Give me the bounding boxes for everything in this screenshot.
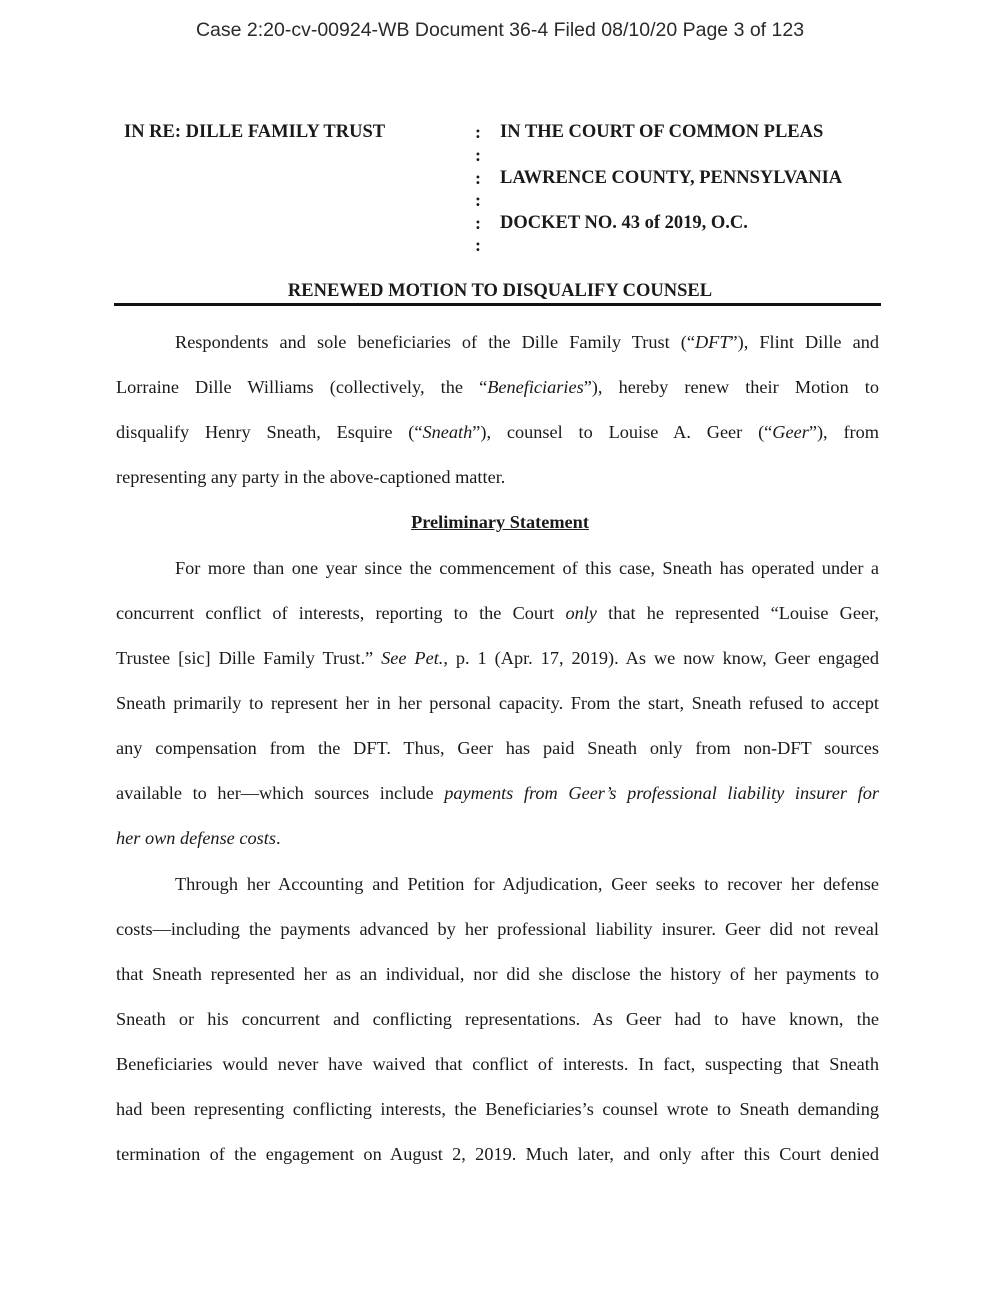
p3-line (116, 918, 879, 940)
italic-text: See Pet. (381, 648, 444, 668)
text-run: costs—including the payments advanced by her professional liability insurer. Geer did not reveal (116, 919, 879, 939)
text-run: that he represented “Louise Geer, (596, 603, 880, 623)
text-run: termination of the engagement on August 2, 2019. Much later, and only after this Court denied (116, 1144, 879, 1164)
text-run: Through her Accounting and Petition for Adjudication, Geer seeks to recover her defense (175, 874, 879, 894)
text-run: ”), Flint Dille and (729, 332, 879, 352)
p2-line (116, 647, 879, 669)
document-header: Case 2:20-cv-00924-WB Document 36-4 Filed 08/10/20 Page 3 of 123 (195, 19, 805, 41)
text-run: Sneath primarily to represent her in her personal capacity. From the start, Sneath refused to accept (116, 693, 879, 713)
caption-colon: : (475, 235, 481, 255)
text-run: disqualify Henry Sneath, Esquire (“ (116, 422, 423, 442)
caption-colon: : (475, 190, 481, 210)
italic-text: only (565, 603, 597, 623)
p3-line (116, 1008, 879, 1030)
p3-line (116, 1098, 879, 1120)
p3-line (116, 1053, 879, 1075)
text-run: For more than one year since the commencement of this case, Sneath has operated under a (175, 558, 879, 578)
italic-text: Sneath (422, 422, 473, 442)
text-run: concurrent conflict of interests, reporting to the Court (116, 603, 566, 623)
text-run: any compensation from the DFT. Thus, Geer has paid Sneath only from non-DFT sources (116, 738, 879, 758)
caption-colon: : (475, 122, 481, 142)
italic-text: Beneficiaries (487, 377, 584, 397)
text-run: ”), from (808, 422, 879, 442)
text-run: Trustee [sic] Dille Family Trust.” (116, 648, 382, 668)
text-run: ”), counsel to Louise A. Geer (“ (472, 422, 773, 442)
title-rule (114, 303, 881, 306)
caption-colon: : (475, 213, 481, 233)
document-title: RENEWED MOTION TO DISQUALIFY COUNSEL (287, 281, 713, 301)
caption-county: LAWRENCE COUNTY, PENNSYLVANIA (500, 168, 843, 188)
caption-colon: : (475, 168, 481, 188)
p2-line (116, 692, 879, 714)
p2-line (116, 737, 879, 759)
italic-text: payments from Geer’s professional liability insurer for (444, 783, 879, 803)
text-run: Beneficiaries would never have waived that conflict of interests. In fact, suspecting that Sneath (116, 1054, 879, 1074)
text-run: Lorraine Dille Williams (collectively, the “ (116, 377, 488, 397)
preliminary-statement-heading: Preliminary Statement (411, 512, 589, 532)
text-run: ”), hereby renew their Motion to (583, 377, 879, 397)
p1-line (116, 376, 879, 398)
text-run: representing any party in the above-captioned matter. (116, 467, 506, 487)
italic-text: DFT (694, 332, 730, 352)
p2-line (116, 602, 879, 624)
caption-case-name: IN RE: DILLE FAMILY TRUST (124, 122, 386, 142)
p3-line (116, 963, 879, 985)
text-run: . (275, 828, 281, 848)
p2-line (175, 557, 879, 579)
italic-text: her own defense costs (116, 828, 276, 848)
text-run: Sneath or his concurrent and conflicting representations. As Geer had to have known, the (116, 1009, 879, 1029)
text-run: available to her—which sources include (116, 783, 445, 803)
italic-text: Geer (772, 422, 809, 442)
p3-line (116, 1143, 879, 1165)
caption-court: IN THE COURT OF COMMON PLEAS (500, 122, 824, 142)
p2-line (116, 827, 879, 849)
text-run: Respondents and sole beneficiaries of the Dille Family Trust (“ (175, 332, 695, 352)
caption-colon: : (475, 145, 481, 165)
text-run: that Sneath represented her as an individual, nor did she disclose the history of her payments to (116, 964, 879, 984)
text-run: , p. 1 (Apr. 17, 2019). As we now know, Geer engaged (443, 648, 879, 668)
p1-line (116, 466, 879, 488)
text-run: had been representing conflicting interests, the Beneficiaries’s counsel wrote to Sneath demanding (116, 1099, 879, 1119)
p1-line (116, 421, 879, 443)
p1-line (175, 331, 879, 353)
p2-line (116, 782, 879, 804)
caption-docket: DOCKET NO. 43 of 2019, O.C. (500, 213, 748, 233)
p3-line (175, 873, 879, 895)
